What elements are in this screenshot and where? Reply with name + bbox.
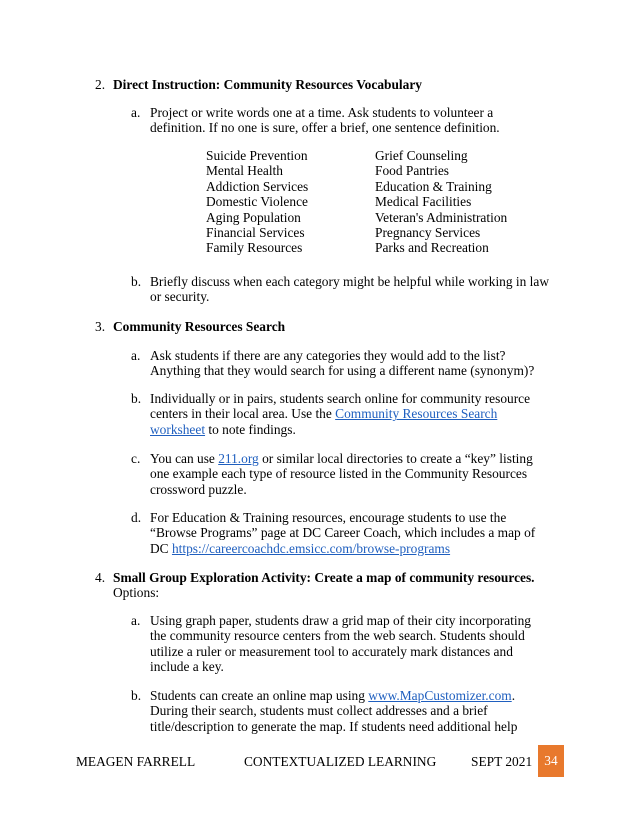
text-line: [150, 422, 570, 437]
community-resources-search-link[interactable]: Community Resources Search: [335, 406, 498, 422]
text-line: or security.: [150, 289, 210, 305]
text-line: Individually or in pairs, students search online for community resource: [150, 391, 531, 406]
text-line: During their search, students must collect addresses and a brief: [150, 703, 488, 719]
vocab-list-right: [375, 148, 507, 256]
text-span: DC: [150, 540, 172, 556]
text-line: [150, 688, 570, 703]
section-2-heading: Direct Instruction: Community Resources Vocabulary: [113, 77, 422, 92]
vocab-term: Food Pantries: [375, 163, 450, 179]
section-3a-marker: a.: [131, 348, 141, 363]
text-span: .: [511, 688, 516, 703]
section-4a-text: [150, 613, 570, 675]
vocab-term: Domestic Violence: [206, 194, 308, 210]
text-line: Project or write words one at a time. Ask students to volunteer a: [150, 105, 494, 120]
footer-date: SEPT 2021: [471, 754, 533, 769]
vocab-term: Addiction Services: [206, 178, 309, 194]
section-3-number: 3.: [95, 319, 106, 334]
text-line: Briefly discuss when each category might be helpful while working in law: [150, 274, 550, 289]
text-line: one example each type of resource listed in the Community Resources: [150, 466, 528, 482]
211-org-link[interactable]: 211.org: [218, 451, 259, 466]
vocab-term: Pregnancy Services: [375, 224, 481, 240]
text-line: the community resource centers from the web search. Students should: [150, 628, 525, 644]
section-3d-text: [150, 510, 570, 556]
section-3b-text: [150, 391, 570, 437]
section-2a-marker: a.: [131, 105, 141, 120]
section-4-number: 4.: [95, 570, 106, 585]
text-line: Ask students if there are any categories they would add to the list?: [150, 348, 506, 363]
section-2b-marker: b.: [131, 274, 142, 289]
text-line: title/description to generate the map. If students need additional help: [150, 718, 518, 734]
section-4b-text: [150, 688, 570, 734]
section-4-options: Options:: [113, 585, 160, 600]
mapcustomizer-link[interactable]: www.MapCustomizer.com: [368, 688, 512, 703]
text-span: to note findings.: [205, 421, 296, 437]
text-line: definition. If no one is sure, offer a brief, one sentence definition.: [150, 120, 500, 136]
text-line: include a key.: [150, 659, 224, 675]
section-2-number: 2.: [95, 77, 106, 92]
text-line: [150, 451, 570, 466]
career-coach-link[interactable]: https://careercoachdc.emsicc.com/browse-programs: [171, 540, 451, 556]
text-line: Anything that they would search for using a different name (synonym)?: [150, 363, 535, 379]
vocab-term: Mental Health: [206, 163, 283, 179]
section-4b-marker: b.: [131, 688, 142, 703]
vocab-term: Education & Training: [375, 178, 492, 194]
vocab-term: Financial Services: [206, 224, 305, 240]
vocab-term: Medical Facilities: [375, 194, 472, 210]
worksheet-link[interactable]: worksheet: [150, 421, 206, 437]
footer-title: CONTEXTUALIZED LEARNING: [244, 754, 437, 769]
section-2b-text: [150, 274, 570, 305]
section-3c-text: [150, 451, 570, 497]
text-span: Students can create an online map using: [150, 688, 369, 703]
text-line: Using graph paper, students draw a grid map of their city incorporating: [150, 613, 531, 628]
section-3c-marker: c.: [131, 451, 141, 466]
section-4-heading: Small Group Exploration Activity: Create a map of community resources.: [113, 570, 535, 585]
vocab-term: Parks and Recreation: [375, 240, 489, 256]
section-3d-marker: d.: [131, 510, 142, 525]
text-line: For Education & Training resources, encourage students to use the: [150, 510, 507, 525]
text-line: [150, 541, 570, 556]
vocab-term: Family Resources: [206, 240, 303, 256]
text-span: You can use: [150, 451, 219, 466]
vocab-term: Suicide Prevention: [206, 148, 308, 163]
section-3-heading: Community Resources Search: [113, 319, 286, 334]
page-number: 34: [538, 745, 564, 777]
text-line: crossword puzzle.: [150, 481, 247, 497]
footer-author: MEAGEN FARRELL: [76, 754, 196, 769]
text-line: [150, 406, 570, 421]
text-span: centers in their local area. Use the: [150, 406, 336, 422]
section-2a-text: [150, 105, 570, 136]
vocab-term: Veteran's Administration: [375, 209, 508, 225]
section-3b-marker: b.: [131, 391, 142, 406]
vocab-list-left: [206, 148, 308, 256]
section-4a-marker: a.: [131, 613, 141, 628]
section-3a-text: [150, 348, 570, 379]
text-line: “Browse Programs” page at DC Career Coach, which includes a map of: [150, 525, 536, 541]
text-line: utilize a ruler or measurement tool to accurately mark distances and: [150, 643, 513, 659]
vocab-term: Aging Population: [206, 209, 301, 225]
text-span: or similar local directories to create a “key” listing: [258, 451, 533, 466]
vocab-term: Grief Counseling: [375, 148, 468, 163]
